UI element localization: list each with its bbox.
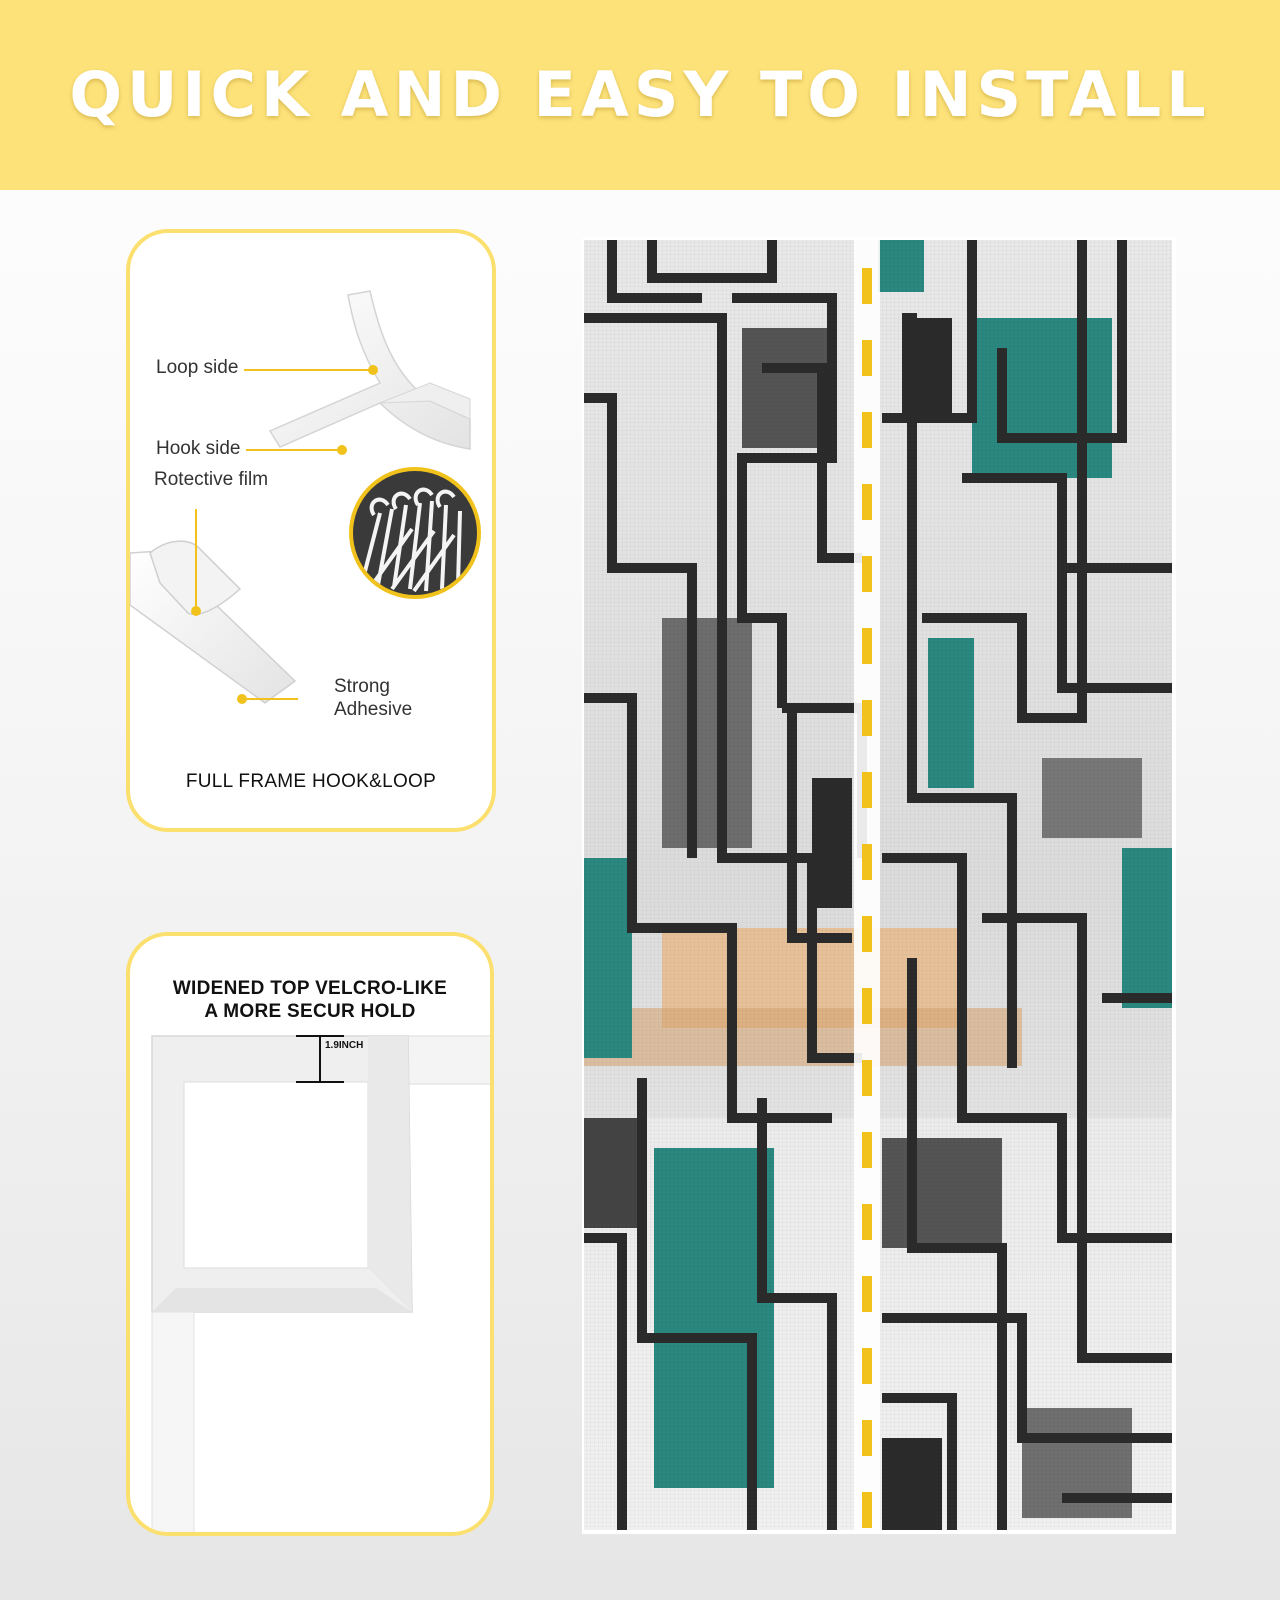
hook-side-label: Hook side <box>156 438 241 459</box>
strong-adhesive-label-line1: Strong <box>334 676 390 697</box>
hook-loop-card <box>126 229 496 832</box>
loop-side-label: Loop side <box>156 357 239 378</box>
velcro-strip-illustration <box>130 233 492 828</box>
dimension-label: 1.9INCH <box>325 1040 364 1051</box>
frame-corner-illustration <box>126 932 494 1536</box>
protective-film-label: Rotective film <box>154 469 269 490</box>
widened-top-title-line1: WIDENED TOP VELCRO-LIKE <box>172 978 448 999</box>
hook-loop-caption: FULL FRAME HOOK&LOOP <box>185 771 437 792</box>
magnetic-door-screen <box>582 238 1182 1538</box>
widened-top-title-line2: A MORE SECUR HOLD <box>204 1001 416 1022</box>
widened-top-card <box>126 932 494 1536</box>
banner-title: QUICK AND EASY TO INSTALL <box>69 58 1211 131</box>
header-banner <box>0 0 1280 190</box>
strong-adhesive-label-line2: Adhesive <box>334 699 413 720</box>
